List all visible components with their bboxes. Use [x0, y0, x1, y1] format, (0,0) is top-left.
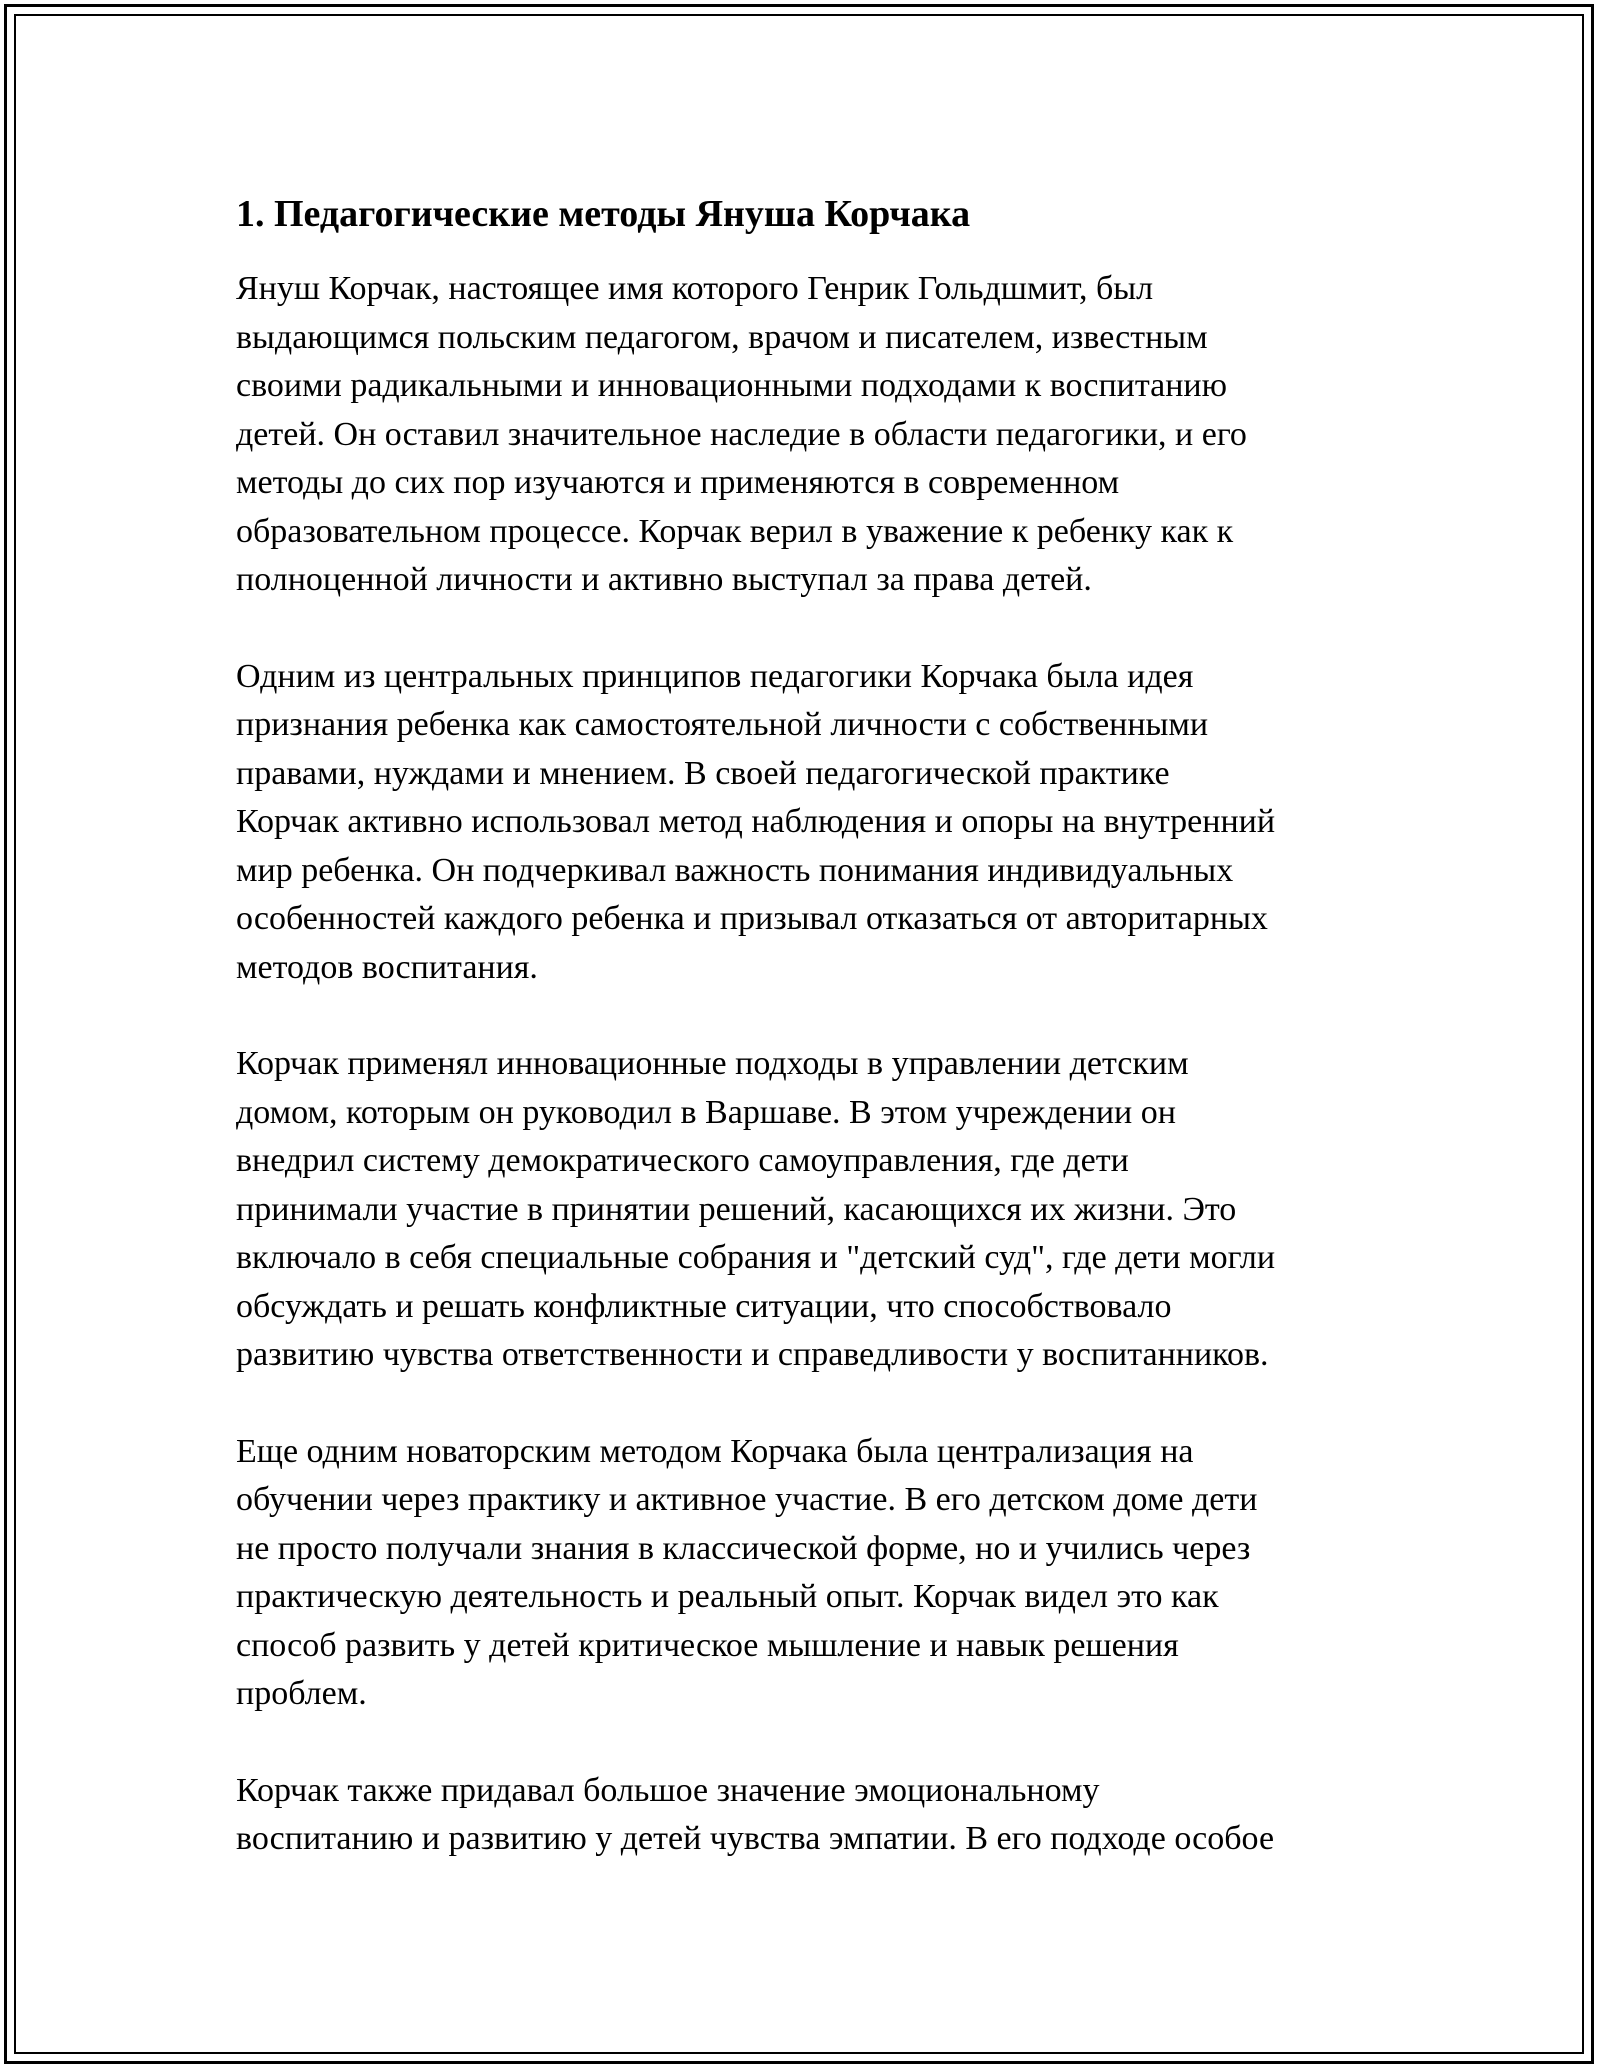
text-line: Корчак активно использовал метод наблюдения и опоры на внутренний [236, 803, 1276, 840]
text-line: не просто получали знания в классической форме, но и учились через [236, 1529, 1251, 1567]
text-line: правами, нуждами и мнением. В своей педагогической практике [236, 754, 1170, 792]
text-line: принимали участие в принятии решений, касающихся их жизни. Это [236, 1190, 1237, 1228]
text-line: Януш Корчак, настоящее имя которого Генрик Гольдшмит, был [236, 270, 1154, 307]
text-line: особенностей каждого ребенка и призывал отказаться от авторитарных [236, 900, 1268, 937]
text-line: включало в себя специальные собрания и "детский суд", где дети могли [236, 1239, 1276, 1276]
paragraph-3 [236, 1040, 1376, 1380]
paragraph-2 [236, 653, 1376, 993]
paragraph-5 [236, 1767, 1376, 1864]
text-line: полноценной личности и активно выступал за права детей. [236, 561, 1092, 598]
text-line: методы до сих пор изучаются и применяются в современном [236, 464, 1120, 501]
text-line: практическую деятельность и реальный опыт. Корчак видел это как [236, 1578, 1219, 1615]
paragraph-4 [236, 1428, 1376, 1719]
text-line: обсуждать и решать конфликтные ситуации, что способствовало [236, 1287, 1172, 1325]
paragraph-1 [236, 265, 1376, 605]
text-line: мир ребенка. Он подчеркивал важность понимания индивидуальных [236, 851, 1234, 889]
text-line: образовательном процессе. Корчак верил в уважение к ребенку как к [236, 512, 1234, 550]
text-line: детей. Он оставил значительное наследие в области педагогики, и его [236, 415, 1247, 453]
text-line: выдающимся польским педагогом, врачом и писателем, известным [236, 318, 1208, 356]
text-line: Корчак также придавал большое значение эмоциональному [236, 1771, 1100, 1809]
text-line: Корчак применял инновационные подходы в управлении детским [236, 1045, 1189, 1082]
text-line: методов воспитания. [236, 948, 538, 986]
text-line: обучении через практику и активное участие. В его детском доме дети [236, 1481, 1258, 1518]
text-line: проблем. [236, 1675, 367, 1712]
document-body [236, 184, 1376, 1912]
text-line: домом, которым он руководил в Варшаве. В этом учреждении он [236, 1093, 1176, 1131]
text-line: своими радикальными и инновационными подходами к воспитанию [236, 367, 1227, 404]
text-line: Еще одним новаторским методом Корчака была централизация на [236, 1432, 1194, 1470]
text-line: развитию чувства ответственности и справедливости у воспитанников. [236, 1336, 1269, 1373]
text-line: воспитанию и развитию у детей чувства эмпатии. В его подходе особое [236, 1820, 1275, 1857]
text-line: признания ребенка как самостоятельной личности с собственными [236, 706, 1209, 743]
text-line: Одним из центральных принципов педагогики Корчака была идея [236, 657, 1194, 695]
text-line: способ развить у детей критическое мышление и навык решения [236, 1626, 1179, 1664]
text-line: внедрил систему демократического самоуправления, где дети [236, 1142, 1129, 1179]
section-heading: 1. Педагогические методы Януша Корчака [236, 193, 971, 235]
